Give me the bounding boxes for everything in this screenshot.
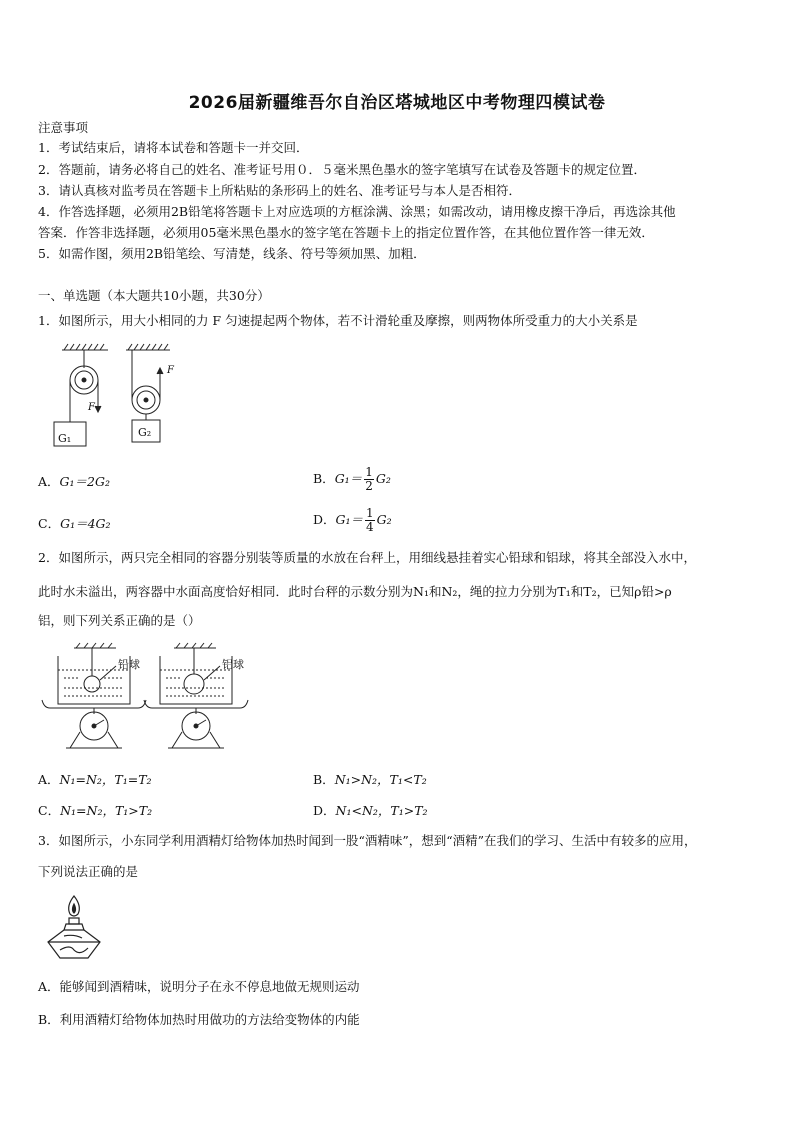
aluminum-ball-label: 铝球 bbox=[222, 658, 244, 671]
option-text: N₁=N₂，T₁>T₂ bbox=[60, 803, 153, 818]
question-3-stem: 3．如图所示，小东同学利用酒精灯给物体加热时闻到一股“酒精味”，想到“酒精”在我们的学习、生活中有较多的应用， bbox=[38, 833, 697, 848]
option-label: B． bbox=[313, 772, 335, 787]
option-text: G₁＝2G₂ bbox=[59, 474, 110, 489]
option-text: N₁>N₂，T₁<T₂ bbox=[334, 772, 427, 787]
option-label: A． bbox=[38, 772, 60, 787]
q2-option-b bbox=[313, 772, 427, 788]
weight-label-g1: G₁ bbox=[58, 432, 72, 445]
q1-option-a bbox=[38, 474, 110, 490]
q1-option-d bbox=[313, 507, 392, 534]
note-item: 1．考试结束后，请将本试卷和答题卡一并交回． bbox=[38, 140, 309, 155]
option-label: C． bbox=[38, 516, 61, 531]
note-item: 4．作答选择题，必须用2B铅笔将答题卡上对应选项的方框涂满、涂黑；如需改动，请用橡皮擦干净后，再选涂其他 bbox=[38, 204, 676, 219]
option-text: G₂ bbox=[376, 512, 392, 527]
option-label: C． bbox=[38, 803, 61, 818]
force-label: F bbox=[88, 402, 95, 413]
numerator: 1 bbox=[366, 506, 374, 520]
q2-option-a bbox=[38, 772, 152, 788]
option-label: B． bbox=[313, 471, 335, 486]
question-1-stem: 1．如图所示，用大小相同的力 F 匀速提起两个物体，若不计滑轮重及摩擦，则两物体所受重力的大小关系是 bbox=[38, 313, 638, 328]
q3-option-b: B．利用酒精灯给物体加热时用做功的方法给变物体的内能 bbox=[38, 1012, 360, 1027]
option-text: N₁<N₂，T₁>T₂ bbox=[335, 803, 428, 818]
numerator: 1 bbox=[365, 465, 373, 479]
q1-option-c bbox=[38, 516, 111, 532]
weight-label-g2: G₂ bbox=[138, 426, 152, 439]
note-item: 2．答题前，请务必将自己的姓名、准考证号用０．５毫米黑色墨水的签字笔填写在试卷及答题卡的规定位置． bbox=[38, 162, 646, 177]
denominator: 2 bbox=[365, 479, 373, 493]
note-item: 答案．作答非选择题，必须用05毫米黑色墨水的签字笔在答题卡上的指定位置作答，在其他位置作答一律无效． bbox=[38, 225, 654, 240]
fraction bbox=[365, 507, 375, 534]
note-item: 5．如需作图，须用2B铅笔绘、写清楚，线条、符号等须加黑、加粗． bbox=[38, 246, 426, 261]
option-label: D． bbox=[313, 803, 336, 818]
force-label: F bbox=[167, 365, 174, 376]
question-2-stem: 2．如图所示，两只完全相同的容器分别装等质量的水放在台秤上，用细线悬挂着实心铅球和铝球，将其全部没入水中， bbox=[38, 550, 696, 565]
option-text: N₁=N₂，T₁=T₂ bbox=[59, 772, 152, 787]
question-3-stem: 下列说法正确的是 bbox=[38, 864, 139, 879]
option-text: G₁＝ bbox=[335, 512, 364, 527]
option-text: G₁＝4G₂ bbox=[60, 516, 111, 531]
lead-ball-label: 铅球 bbox=[118, 658, 140, 671]
question-2-stem: 此时水未溢出，两容器中水面高度恰好相同．此时台秤的示数分别为N₁和N₂，绳的拉力分别为T₁和T₂，已知ρ铅>ρ bbox=[38, 584, 672, 599]
alcohol-lamp-figure bbox=[40, 892, 110, 964]
option-text: G₂ bbox=[375, 471, 391, 486]
fraction bbox=[364, 466, 374, 493]
option-text: G₁＝ bbox=[334, 471, 363, 486]
q1-option-b bbox=[313, 466, 391, 493]
question-2-stem: 铝，则下列关系正确的是（） bbox=[38, 613, 201, 628]
notes-heading: 注意事项 bbox=[38, 120, 89, 135]
q2-option-d bbox=[313, 803, 428, 819]
note-item: 3．请认真核对监考员在答题卡上所粘贴的条形码上的姓名、准考证号与本人是否相符． bbox=[38, 183, 521, 198]
section-heading: 一、单选题（本大题共10小题，共30分） bbox=[38, 288, 270, 303]
option-label: D． bbox=[313, 512, 336, 527]
page-title: 2026届新疆维吾尔自治区塔城地区中考物理四模试卷 bbox=[188, 93, 606, 113]
option-label: A． bbox=[38, 474, 60, 489]
denominator: 4 bbox=[366, 520, 374, 534]
q3-option-a: A．能够闻到酒精味，说明分子在永不停息地做无规则运动 bbox=[38, 979, 360, 994]
q2-option-c bbox=[38, 803, 152, 819]
